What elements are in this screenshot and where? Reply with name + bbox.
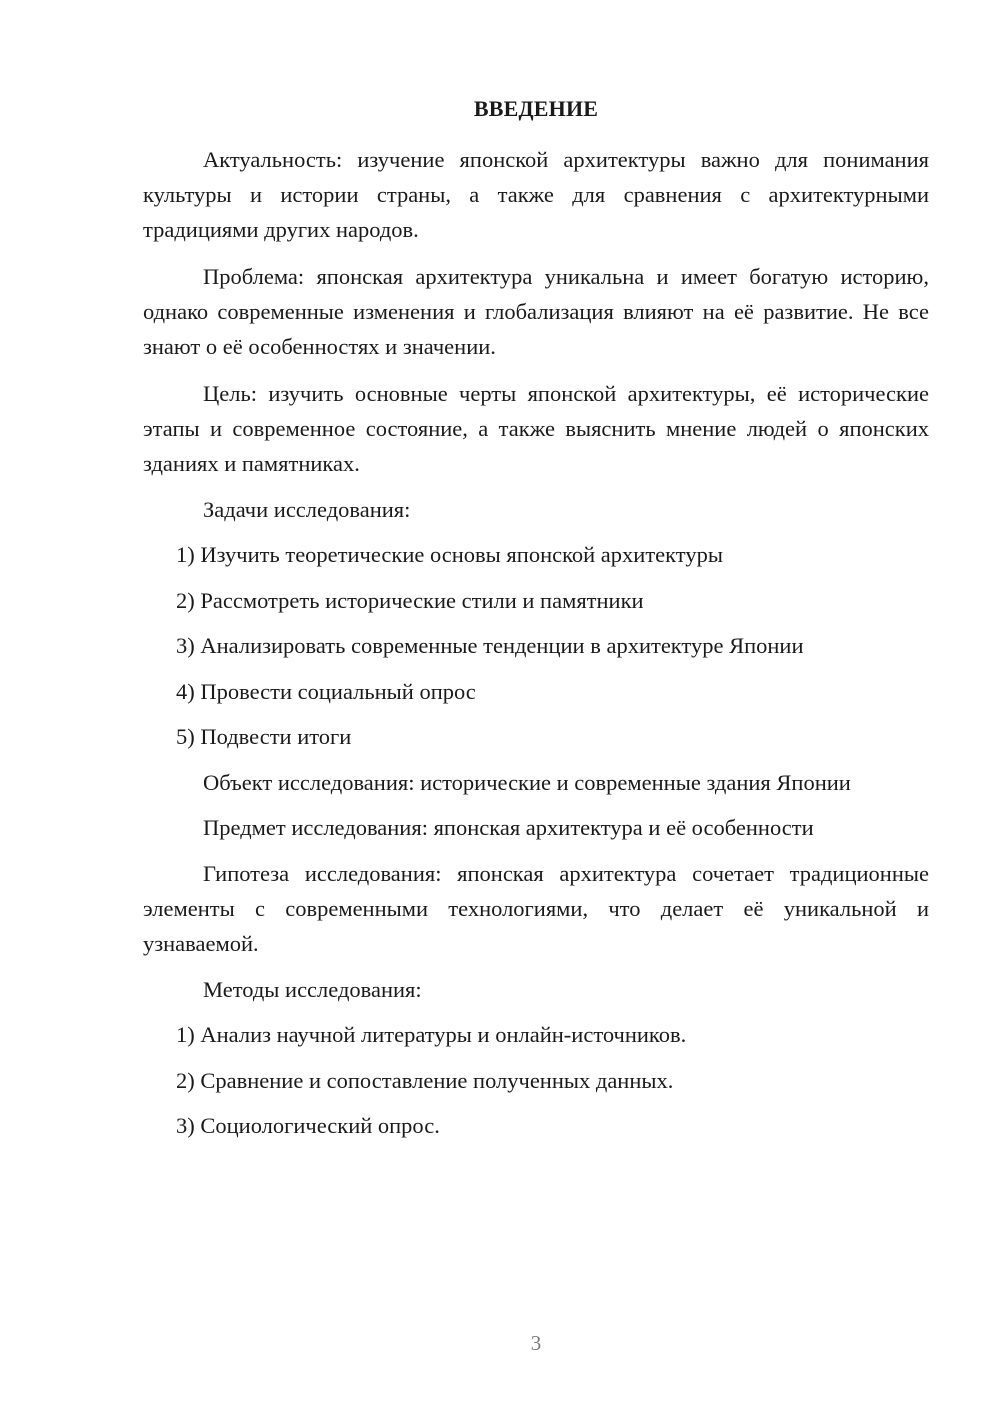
task-item: 5) Подвести итоги bbox=[176, 724, 352, 749]
research-subject: Предмет исследования: японская архитектура и её особенности bbox=[203, 815, 814, 840]
page-title: ВВЕДЕНИЕ bbox=[473, 96, 599, 121]
task-item: 4) Провести социальный опрос bbox=[176, 679, 476, 704]
problem-paragraph bbox=[143, 259, 929, 364]
problem-text: Проблема: японская архитектура уникальна и имеет богатую историю, однако современные изменения и глобализация влияют на её развитие. Не все знают о её особенностях и значении. bbox=[143, 264, 929, 359]
goal-paragraph bbox=[143, 376, 929, 481]
task-item: 1) Изучить теоретические основы японской архитектуры bbox=[176, 542, 723, 567]
hypothesis-paragraph bbox=[143, 856, 929, 961]
task-item: 3) Анализировать современные тенденции в архитектуре Японии bbox=[176, 633, 804, 658]
hypothesis-text: Гипотеза исследования: японская архитектура сочетает традиционные элементы с современными технологиями, что делает её уникальной и узнаваемой. bbox=[143, 861, 929, 956]
relevance-paragraph bbox=[143, 142, 929, 247]
method-item: 2) Сравнение и сопоставление полученных данных. bbox=[176, 1068, 674, 1093]
task-item: 2) Рассмотреть исторические стили и памятники bbox=[176, 588, 644, 613]
relevance-text: Актуальность: изучение японской архитектуры важно для понимания культуры и истории страны, а также для сравнения с архитектурными традициями других народов. bbox=[143, 147, 929, 242]
tasks-heading: Задачи исследования: bbox=[203, 497, 411, 522]
methods-heading: Методы исследования: bbox=[203, 977, 422, 1002]
goal-text: Цель: изучить основные черты японской архитектуры, её исторические этапы и современное состояние, а также выяснить мнение людей о японских зданиях и памятниках. bbox=[143, 381, 929, 476]
method-item: 1) Анализ научной литературы и онлайн-источников. bbox=[176, 1022, 687, 1047]
research-object: Объект исследования: исторические и современные здания Японии bbox=[203, 770, 851, 795]
page-number: 3 bbox=[530, 1331, 542, 1355]
method-item: 3) Социологический опрос. bbox=[176, 1113, 440, 1138]
